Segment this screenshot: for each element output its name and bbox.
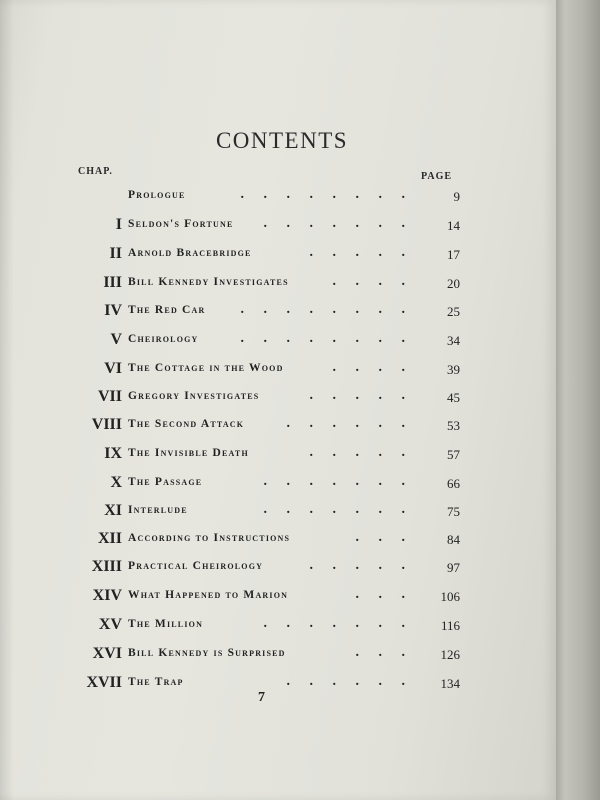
chapter-title: Practical Cheirology <box>128 560 264 572</box>
toc-entry <box>0 360 556 384</box>
page-number: 17 <box>447 247 460 262</box>
chapter-number: XVII <box>86 674 122 691</box>
toc-entry <box>0 587 556 611</box>
leader-dots: . . . . . <box>309 245 406 260</box>
leader-dots: . . . . . <box>309 558 406 573</box>
page-number: 20 <box>447 276 460 291</box>
chapter-title: According to Instructions <box>128 532 291 544</box>
page-number: 25 <box>447 304 460 319</box>
page-edge <box>556 0 600 800</box>
leader-dots: . . . . . . . <box>263 474 406 489</box>
chapter-title: The Passage <box>128 476 203 488</box>
contents-title <box>0 128 556 154</box>
chapter-number: IV <box>104 302 122 319</box>
toc-entry <box>0 474 556 498</box>
leader-dots: . . . . . . . . <box>240 187 406 202</box>
toc-entry <box>0 558 556 582</box>
leader-dots: . . . . . . . <box>263 616 406 631</box>
toc-entry <box>0 445 556 469</box>
chapter-title: Seldon's Fortune <box>128 218 234 230</box>
chapter-title: The Trap <box>128 676 184 688</box>
chapter-number: X <box>110 474 122 491</box>
leader-dots: . . . . . . <box>286 674 406 689</box>
chapter-title: The Cottage in the Wood <box>128 362 284 374</box>
chapter-title: Cheirology <box>128 333 199 345</box>
page-number: 106 <box>440 589 460 604</box>
toc-entry <box>0 216 556 240</box>
chapter-title: Gregory Investigates <box>128 390 260 402</box>
toc-entry <box>0 302 556 326</box>
page-number: 14 <box>447 218 460 233</box>
chapter-title: Arnold Bracebridge <box>128 247 252 259</box>
leader-dots: . . . . <box>332 274 406 289</box>
chapter-number: XII <box>97 530 122 547</box>
leader-dots: . . . . . <box>309 388 406 403</box>
page-number: 57 <box>447 447 460 462</box>
page-number: 75 <box>447 504 460 519</box>
chapter-number: XV <box>98 616 122 633</box>
contents-title-text: CONTENTS <box>215 128 349 153</box>
toc-entry <box>0 502 556 526</box>
page-number: 53 <box>447 418 460 433</box>
chapter-title: The Million <box>128 618 204 630</box>
chapter-number: VIII <box>91 416 122 433</box>
chapter-number: XIV <box>92 587 122 604</box>
toc-entry <box>0 331 556 355</box>
chapter-number: XVI <box>92 645 122 662</box>
page-number: 39 <box>447 362 460 377</box>
chapter-title: The Invisible Death <box>128 447 249 459</box>
chapter-number: VII <box>97 388 122 405</box>
toc-entry <box>0 274 556 298</box>
toc-entry <box>0 616 556 640</box>
chapter-column-label: CHAP. <box>78 166 113 177</box>
page-number: 66 <box>447 476 460 491</box>
page-column-label: PAGE <box>421 171 453 182</box>
chapter-title: Interlude <box>128 504 188 516</box>
chapter-number: I <box>115 216 122 233</box>
leader-dots: . . . . . . . . <box>240 302 406 317</box>
leader-dots: . . . . . . . <box>263 502 406 517</box>
page-number: 116 <box>440 618 460 633</box>
toc-entry <box>0 530 556 554</box>
leader-dots: . . . . . . <box>286 416 406 431</box>
chapter-title: Prologue <box>128 189 186 201</box>
toc-entry <box>0 645 556 669</box>
chapter-number: II <box>109 245 122 262</box>
chapter-title: The Red Car <box>128 304 206 316</box>
toc-entry <box>0 187 556 211</box>
folio-page-number: 7 <box>258 690 265 705</box>
page-number: 134 <box>440 676 460 691</box>
chapter-number: VI <box>104 360 122 377</box>
page-number: 126 <box>440 647 460 662</box>
leader-dots: . . . . . <box>309 445 406 460</box>
page-number: 34 <box>447 333 460 348</box>
chapter-title: The Second Attack <box>128 418 245 430</box>
chapter-title: What Happened to Marion <box>128 589 289 601</box>
leader-dots: . . . <box>355 530 406 545</box>
leader-dots: . . . . . . . . <box>240 331 406 346</box>
leader-dots: . . . <box>355 645 406 660</box>
chapter-title: Bill Kennedy is Surprised <box>128 647 286 659</box>
leader-dots: . . . <box>355 587 406 602</box>
chapter-number: XIII <box>91 558 122 575</box>
toc-entry <box>0 416 556 440</box>
page-number: 97 <box>447 560 460 575</box>
page-number: 9 <box>453 189 460 204</box>
toc-entry <box>0 245 556 269</box>
chapter-title: Bill Kennedy Investigates <box>128 276 289 288</box>
leader-dots: . . . . <box>332 360 406 375</box>
page-number: 84 <box>447 532 460 547</box>
chapter-number: XI <box>104 502 122 519</box>
chapter-number: III <box>103 274 122 291</box>
leader-dots: . . . . . . . <box>263 216 406 231</box>
page-number: 45 <box>447 390 460 405</box>
toc-entry <box>0 388 556 412</box>
toc-entry <box>0 674 556 698</box>
chapter-number: V <box>110 331 122 348</box>
chapter-number: IX <box>104 445 122 462</box>
